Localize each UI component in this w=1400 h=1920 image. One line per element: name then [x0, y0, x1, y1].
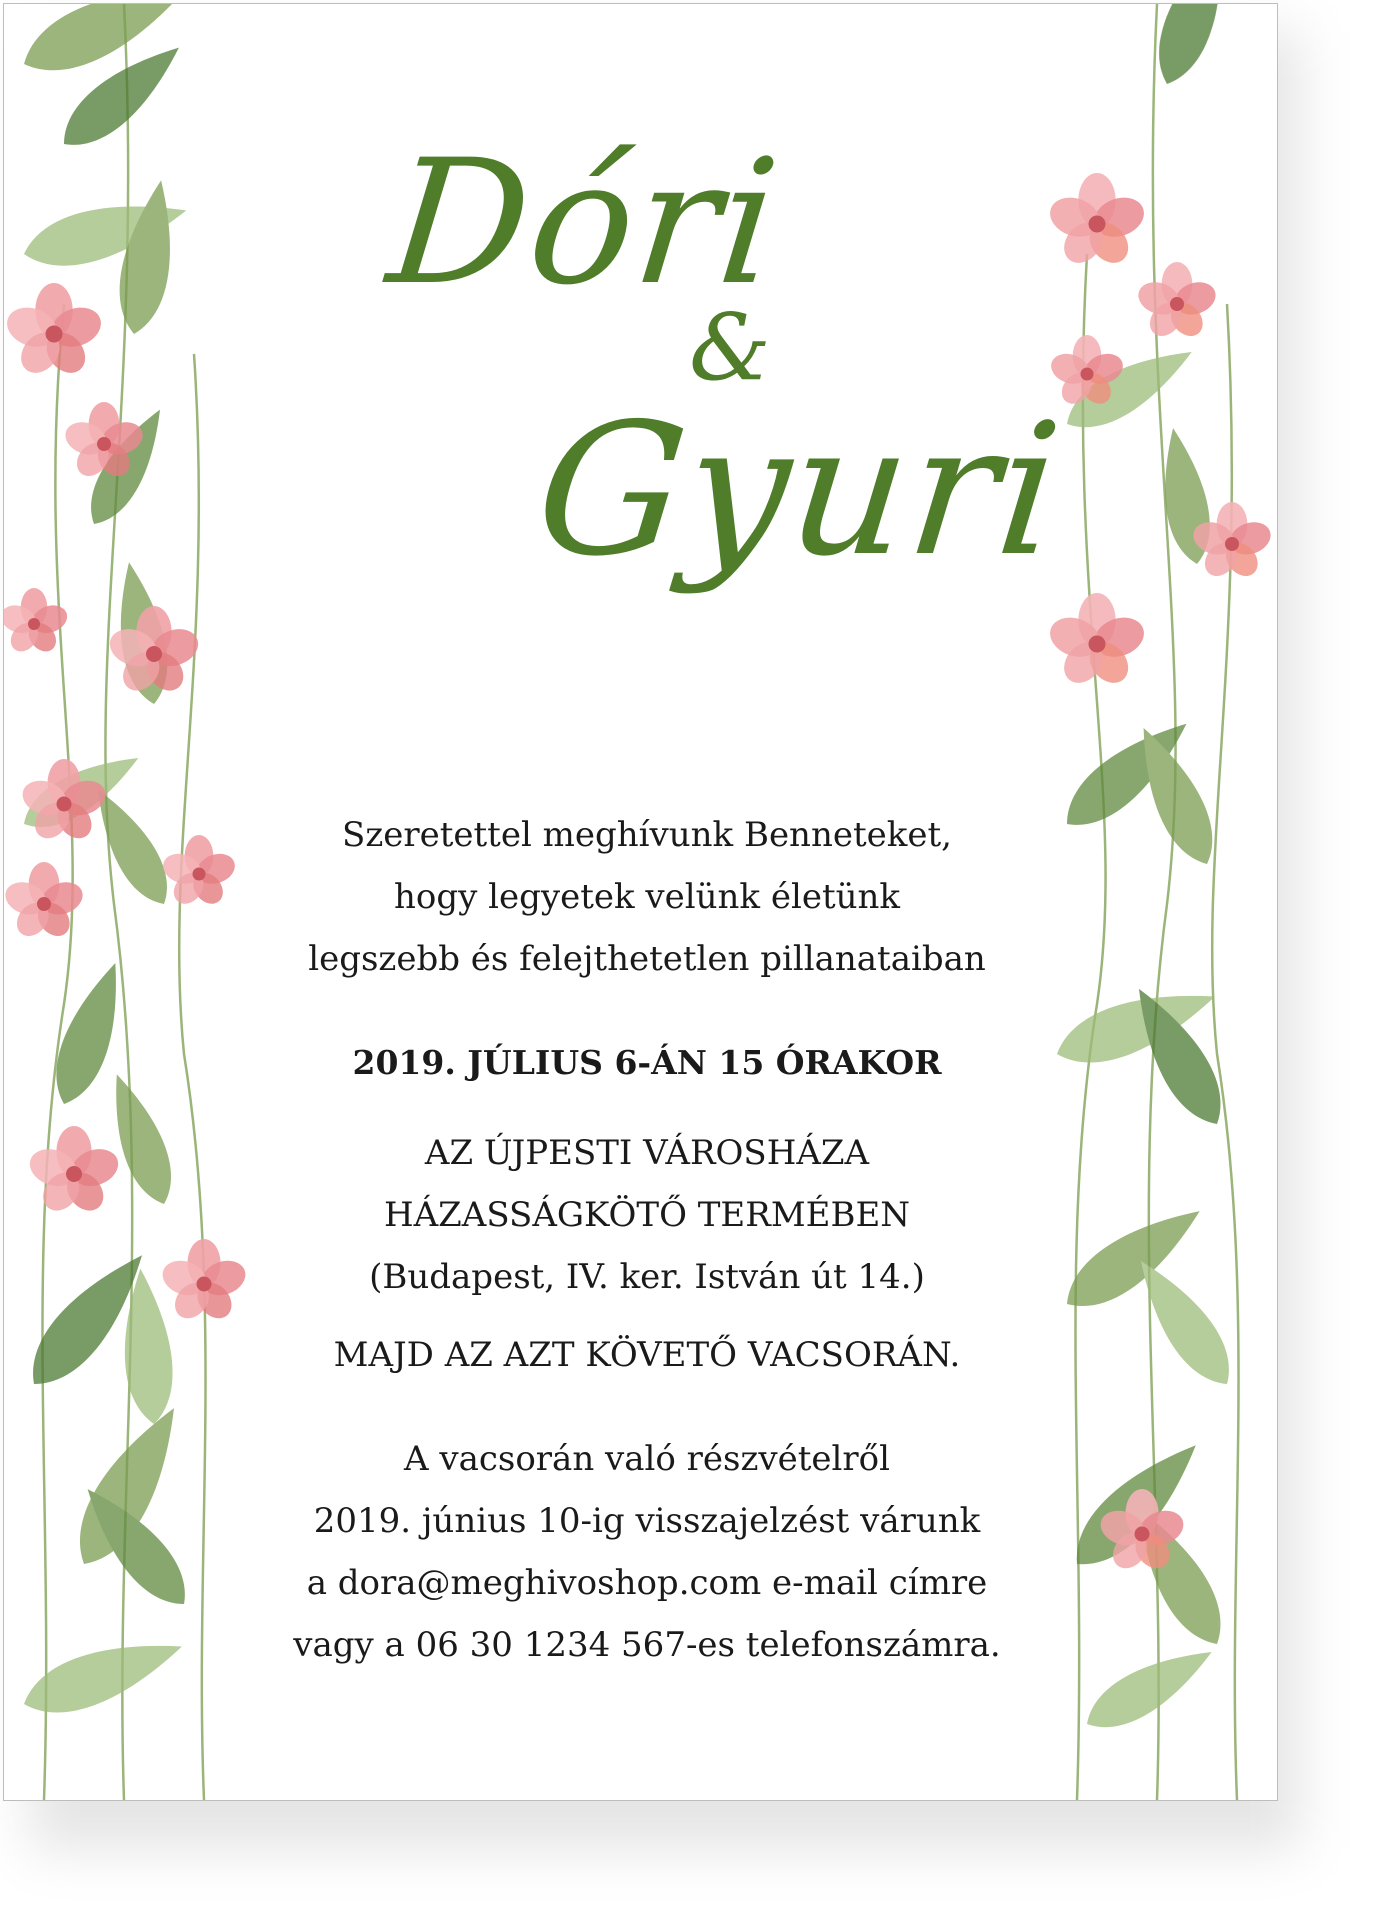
- rsvp-email-line: a dora@meghivoshop.com e-mail címre: [306, 1563, 988, 1603]
- venue-line: AZ ÚJPESTI VÁROSHÁZA: [424, 1133, 870, 1173]
- floral-border-left: [4, 4, 246, 1800]
- intro-line: hogy legyetek velünk életünk: [393, 877, 900, 917]
- intro-text: [249, 804, 1045, 990]
- intro-line: legszebb és felejthetetlen pillanataiban: [308, 939, 986, 979]
- dinner-text: [249, 1324, 1045, 1386]
- date-time-text: 2019. JÚLIUS 6-ÁN 15 ÓRAKOR: [352, 1043, 942, 1082]
- venue-text: [249, 1122, 1045, 1308]
- ampersand: &: [689, 294, 773, 401]
- invitation-content: [249, 4, 1071, 1800]
- couple-names: [249, 4, 1071, 764]
- intro-line: Szeretettel meghívunk Benneteket,: [342, 815, 952, 855]
- dinner-line: MAJD AZ AZT KÖVETŐ VACSORÁN.: [333, 1335, 961, 1375]
- rsvp-line: A vacsorán való részvételről: [404, 1439, 890, 1479]
- second-name: Gyuri: [527, 384, 1071, 596]
- date-time: [249, 1032, 1045, 1094]
- floral-border-right: [1047, 4, 1277, 1800]
- venue-line: HÁZASSÁGKÖTŐ TERMÉBEN: [383, 1195, 911, 1235]
- rsvp-text: [249, 1428, 1045, 1676]
- invitation-card: [3, 3, 1278, 1801]
- venue-address: (Budapest, IV. ker. István út 14.): [369, 1257, 925, 1297]
- first-name: Dóri: [380, 122, 789, 323]
- rsvp-phone-line: vagy a 06 30 1234 567-es telefonszámra.: [293, 1625, 1001, 1665]
- rsvp-line: 2019. június 10-ig visszajelzést várunk: [313, 1501, 981, 1541]
